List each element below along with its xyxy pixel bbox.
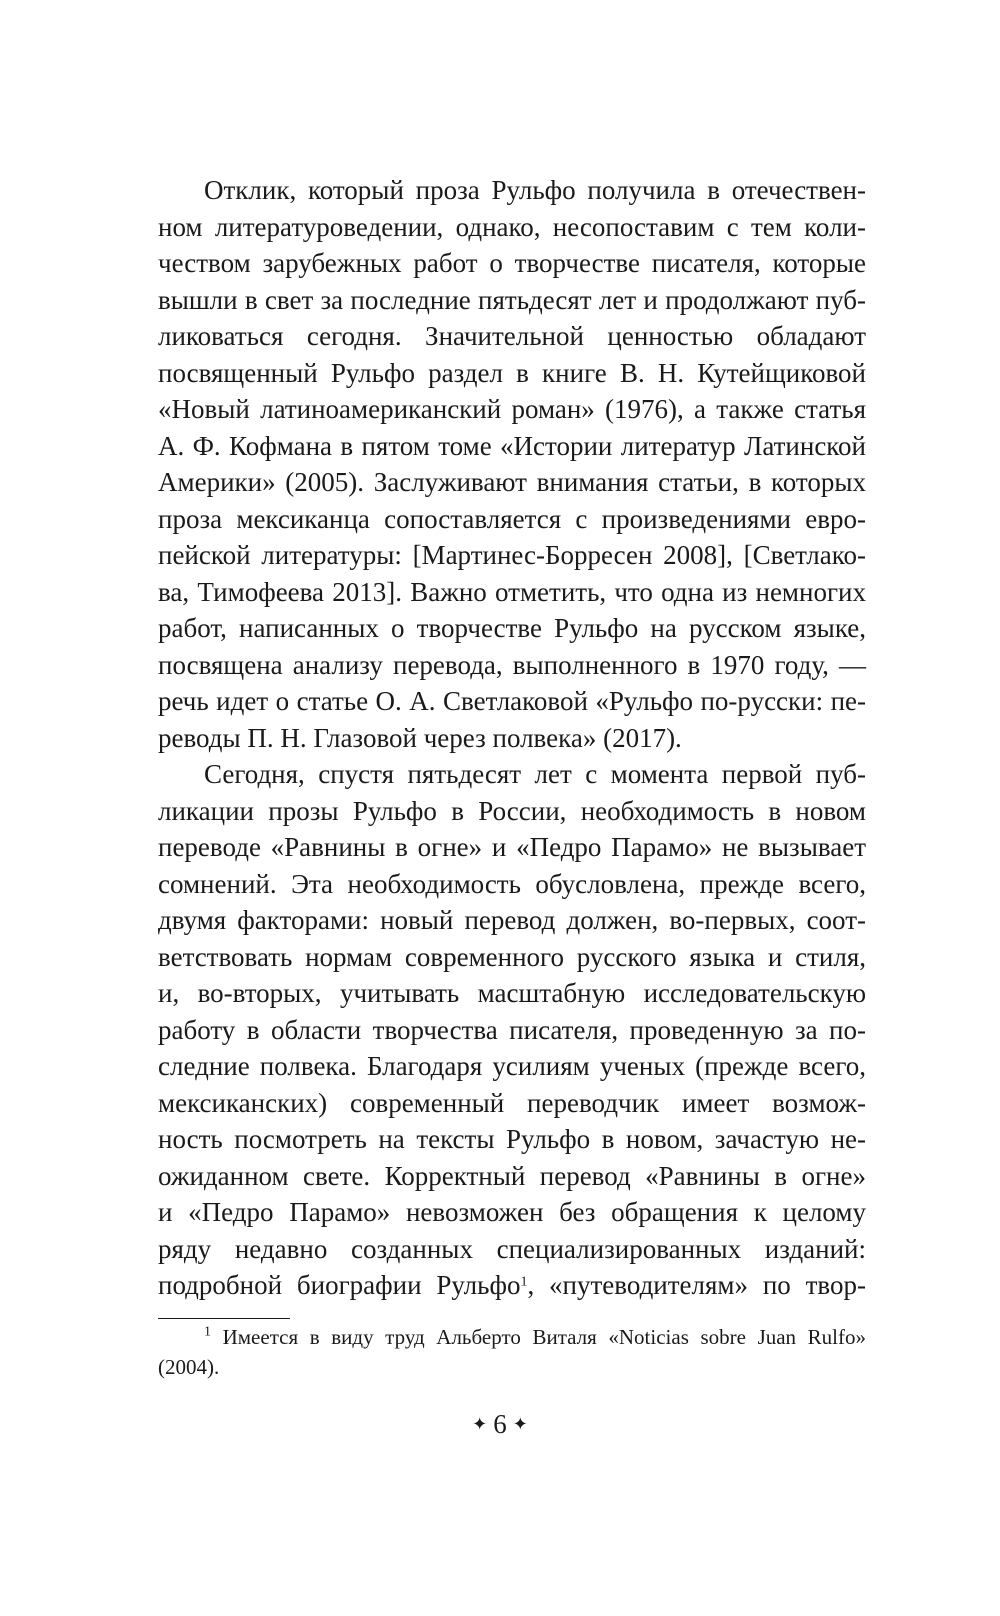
text-line: ряду недавно созданных специализированных изданий: [158,1233,866,1264]
text-line: посвященный Рульфо раздел в книге В. Н. Кутейщиковой [158,357,866,388]
footnote-marker: 1 [204,1324,211,1340]
star-ornament-icon: ✦ [472,1414,488,1435]
text-line: мексиканских) современный переводчик имеет возмож- [158,1087,866,1118]
text-fragment: подробной биографии Рульфо [158,1270,521,1300]
page-body [158,172,866,1304]
text-line: Отклик, который проза Рульфо получила в отечествен- [204,175,866,205]
footnote-line [158,1322,866,1352]
text-line: работу в области творчества писателя, проведенную за по- [158,1014,866,1045]
paragraph-2 [158,756,866,1304]
text-line: следние полвека. Благодаря усилиям ученых (прежде всего, [158,1051,866,1081]
text-line: работ, написанных о творчестве Рульфо на русском языке, [158,613,866,643]
text-line: чеством зарубежных работ о творчестве писателя, которые [158,248,866,278]
text-line: сомнений. Эта необходимость обусловлена, прежде всего, [158,868,866,899]
page-number-folio [0,1406,1000,1442]
text-line-with-footnote-ref [158,1267,866,1304]
text-line: и, во-вторых, учитывать масштабную исследовательскую [158,978,866,1008]
footnote-divider [158,1318,290,1319]
text-line: ликации прозы Рульфо в России, необходимость в новом [158,795,866,826]
text-line: «Новый латиноамериканский роман» (1976), а также статья [158,394,866,424]
text-line: и «Педро Парамо» невозможен без обращения к целому [158,1197,866,1227]
text-line: проза мексиканца сопоставляется с произведениями евро- [158,503,866,534]
text-line: А. Ф. Кофмана в пятом томе «Истории литератур Латинской [158,430,866,461]
star-ornament-icon: ✦ [512,1414,528,1435]
footnote-reference[interactable]: 1 [520,1274,528,1290]
text-line: Америки» (2005). Заслуживают внимания статьи, в которых [158,467,866,497]
footnote [158,1322,866,1382]
text-line: ном литературоведении, однако, несопоставим с тем коли- [158,211,866,242]
footnote-line: (2004). [158,1355,220,1379]
text-line: ожиданном свете. Корректный перевод «Равнины в огне» [158,1160,866,1191]
text-line: Сегодня, спустя пятьдесят лет с момента первой пуб- [204,759,866,789]
text-line: двумя факторами: новый перевод должен, во-первых, соот- [158,905,866,935]
text-line: пейской литературы: [Мартинес-Борресен 2008], [Светлако- [158,540,866,570]
paragraph-1 [158,172,866,756]
text-line: переводе «Равнины в огне» и «Педро Парамо» не вызывает [158,832,866,862]
text-fragment: , «путеводителям» по твор- [527,1270,866,1300]
text-line: ность посмотреть на тексты Рульфо в новом, зачастую не- [158,1124,866,1154]
text-line: ликоваться сегодня. Значительной ценностью обладают [158,321,866,351]
text-line: речь идет о статье О. А. Светлаковой «Рульфо по-русски: пе- [158,686,866,716]
text-line: ва, Тимофеева 2013]. Важно отметить, что одна из немногих [158,576,866,607]
text-line: посвящена анализу перевода, выполненного в 1970 году, — [158,649,866,680]
text-line: реводы П. Н. Глазовой через полвека» (2017). [158,722,682,753]
page-number: 6 [493,1409,507,1439]
footnote-text: Имеется в виду труд Альберто Виталя «Noticias sobre Juan Rulfo» [211,1325,866,1349]
text-line: вышли в свет за последние пятьдесят лет и продолжают пуб- [158,284,866,315]
text-line: ветствовать нормам современного русского языка и стиля, [158,941,866,972]
